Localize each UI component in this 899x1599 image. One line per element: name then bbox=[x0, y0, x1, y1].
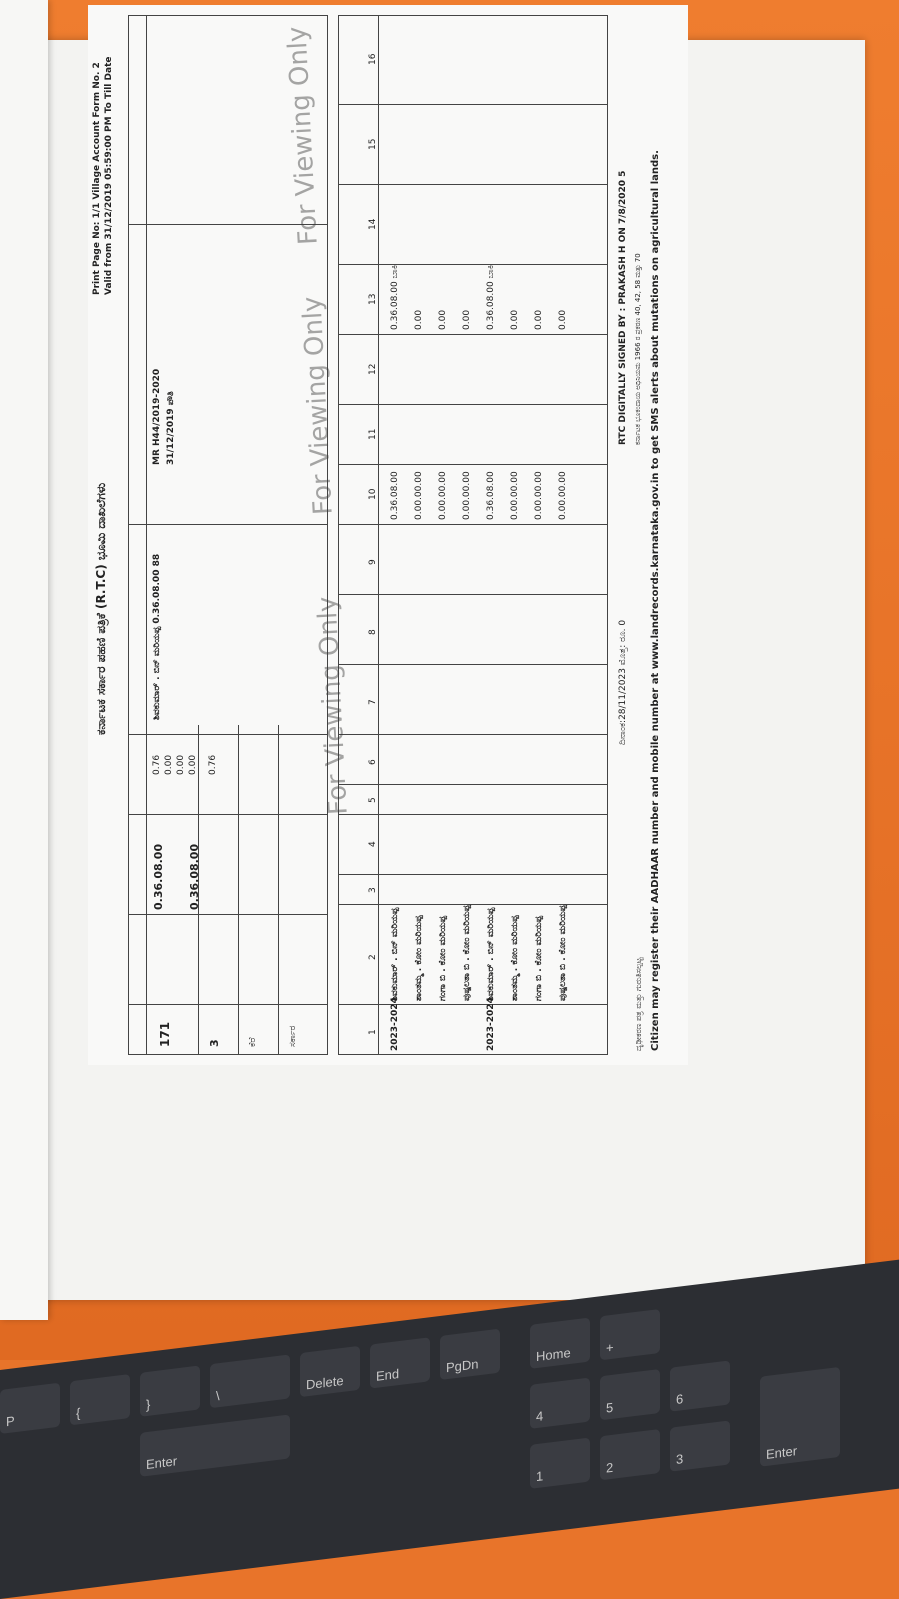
col-num-6: 6 bbox=[368, 759, 378, 765]
key-3[interactable]: 3 bbox=[670, 1420, 730, 1471]
survey-number: 171 bbox=[158, 1021, 172, 1047]
col-num-12: 12 bbox=[368, 363, 378, 375]
key-4[interactable]: 4 bbox=[530, 1378, 590, 1429]
row5-v2: 0.36.08.00 ಬಾಕಿ bbox=[486, 264, 496, 330]
key-delete[interactable]: Delete bbox=[300, 1346, 360, 1397]
aadhaar-note: Citizen may register their AADHAAR number and mobile number at www.landrecords.karnataka.gov.in to get SMS alerts about mutations on agricultural lands. bbox=[650, 150, 661, 1051]
col-num-8: 8 bbox=[368, 629, 378, 635]
key-5[interactable]: 5 bbox=[600, 1369, 660, 1420]
row4-name: ಪುಷ್ಪಲತಾ ಬಿ . ಕೋಂ ಮರಿಯಪ್ಪ bbox=[462, 904, 472, 1001]
col-num-1: 1 bbox=[368, 1029, 378, 1035]
date-line: ದಿನಾಂಕ:28/11/2023 ಮೊತ್ತ: ರೂ. 0 bbox=[618, 619, 628, 745]
print-page: Print Page No: 1/1 Village Account Form No. 2 bbox=[92, 62, 102, 295]
row8-v1: 0.00.00.00 bbox=[558, 471, 568, 520]
row7-v1: 0.00.00.00 bbox=[534, 471, 544, 520]
key-enter[interactable]: Enter bbox=[140, 1414, 290, 1476]
row1-v1: 0.36.08.00 bbox=[390, 471, 400, 520]
binder-page bbox=[0, 0, 48, 1320]
row8-v2: 0.00 bbox=[558, 309, 568, 330]
ext-value-3: 0.00 bbox=[176, 754, 186, 775]
key-1[interactable]: 1 bbox=[530, 1438, 590, 1489]
land-extent: 0.36.08.00 bbox=[152, 843, 165, 910]
col-num-3: 3 bbox=[368, 887, 378, 893]
left-label-2: ಸರ್ಕಾರ bbox=[288, 1025, 298, 1047]
col-num-2: 2 bbox=[368, 954, 378, 960]
row3-v1: 0.00.00.00 bbox=[438, 471, 448, 520]
row1-year: 2023-2024 bbox=[390, 997, 400, 1051]
col-num-16: 16 bbox=[368, 53, 378, 65]
valid-from: Valid from 31/12/2019 05:59:00 PM To Till Date bbox=[104, 56, 114, 295]
row6-v1: 0.00.00.00 bbox=[510, 471, 520, 520]
signed-by: RTC DIGITALLY SIGNED BY : PRAKASH H ON 7/8/2020 5 bbox=[618, 170, 628, 445]
left-label-1: ಕೆರೆ bbox=[248, 1037, 258, 1047]
row5-year: 2023-2024 bbox=[486, 997, 496, 1051]
row2-v2: 0.00 bbox=[414, 309, 424, 330]
key-numpad-enter[interactable]: Enter bbox=[760, 1367, 840, 1467]
row8-name: ಪುಷ್ಪಲತಾ ಬಿ . ಕೋಂ ಮರಿಯಪ್ಪ bbox=[558, 904, 568, 1001]
mr-number: MR H44/2019-2020 bbox=[152, 368, 162, 465]
row7-name: ಗಂಗಾ ಬಿ . ಕೋಂ ಮರಿಯಪ್ಪ bbox=[534, 915, 544, 1001]
row4-v2: 0.00 bbox=[462, 309, 472, 330]
watermark-2: For Viewing Only bbox=[297, 295, 339, 516]
col-num-5: 5 bbox=[368, 797, 378, 803]
key-pgdn[interactable]: PgDn bbox=[440, 1329, 500, 1380]
small-note: ಕರ್ನಾಟಕ ಭೂಕಂದಾಯ ಅಧಿನಿಯಮ 1966 ರ ಪ್ರಕರಣ 40, 42, 58 ಮತ್ತು 70 bbox=[634, 253, 642, 445]
key-p[interactable]: P bbox=[0, 1383, 60, 1434]
mr-date: 31/12/2019 ಪೌತಿ bbox=[166, 391, 176, 465]
row5-name: ಶಿವಕುಮಾರ್ . ಬಿನ್ ಮರಿಯಪ್ಪ bbox=[486, 907, 496, 1001]
row6-name: ಶಾಂತಮ್ಮ . ಕೋಂ ಮರಿಯಪ್ಪ bbox=[510, 915, 520, 1001]
ext-value-4: 0.00 bbox=[188, 754, 198, 775]
col-num-14: 14 bbox=[368, 218, 378, 230]
key-home[interactable]: Home bbox=[530, 1318, 590, 1369]
col-num-7: 7 bbox=[368, 699, 378, 705]
col-num-11: 11 bbox=[368, 428, 378, 440]
rtc-document bbox=[88, 5, 688, 1065]
row4-v1: 0.00.00.00 bbox=[462, 471, 472, 520]
total-ext: 0.76 bbox=[208, 754, 218, 775]
row2-v1: 0.00.00.00 bbox=[414, 471, 424, 520]
col-num-13: 13 bbox=[368, 293, 378, 305]
ext-value-1: 0.76 bbox=[152, 754, 162, 775]
header-title: ಕರ್ನಾಟಕ ಸರ್ಕಾರ ಪಹಣಿ ಪತ್ರಿಕೆ (R.T.C) ಭೂಮಿ ದಾಖಲೆಗಳು bbox=[94, 482, 108, 735]
row6-v2: 0.00 bbox=[510, 309, 520, 330]
col-num-10: 10 bbox=[368, 488, 378, 500]
key-plus[interactable]: + bbox=[600, 1309, 660, 1360]
key-6[interactable]: 6 bbox=[670, 1360, 730, 1411]
hissa-number: 3 bbox=[208, 1039, 221, 1047]
row3-name: ಗಂಗಾ ಬಿ . ಕೋಂ ಮರಿಯಪ್ಪ bbox=[438, 915, 448, 1001]
key-end[interactable]: End bbox=[370, 1337, 430, 1388]
owner-line: ಶಿವಕುಮಾರ್ . ಬಿನ್ ಮರಿಯಪ್ಪ 0.36.08.00 88 bbox=[152, 553, 162, 720]
watermark-1: For Viewing Only bbox=[312, 595, 354, 816]
row1-v2: 0.36.08.00 ಬಾಕಿ bbox=[390, 264, 400, 330]
key-backslash[interactable]: \ bbox=[210, 1354, 290, 1408]
watermark-3: For Viewing Only bbox=[282, 25, 324, 246]
row1-name: ಶಿವಕುಮಾರ್ . ಬಿನ್ ಮರಿಯಪ್ಪ bbox=[390, 907, 400, 1001]
total-extent: 0.36.08.00 bbox=[188, 843, 201, 910]
col-num-9: 9 bbox=[368, 559, 378, 565]
row2-name: ಶಾಂತಮ್ಮ . ಕೋಂ ಮರಿಯಪ್ಪ bbox=[414, 915, 424, 1001]
footer-left: ದೃಢೀಕರಣ ಪತ್ರ ಮತ್ತು ಗುರುತಿಸಲ್ಪಟ್ಟ bbox=[634, 957, 643, 1051]
key-brace-open[interactable]: { bbox=[70, 1374, 130, 1425]
row3-v2: 0.00 bbox=[438, 309, 448, 330]
col-num-15: 15 bbox=[368, 138, 378, 150]
ext-value-2: 0.00 bbox=[164, 754, 174, 775]
row5-v1: 0.36.08.00 bbox=[486, 471, 496, 520]
key-brace-close[interactable]: } bbox=[140, 1365, 200, 1416]
key-2[interactable]: 2 bbox=[600, 1429, 660, 1480]
row7-v2: 0.00 bbox=[534, 309, 544, 330]
col-num-4: 4 bbox=[368, 841, 378, 847]
